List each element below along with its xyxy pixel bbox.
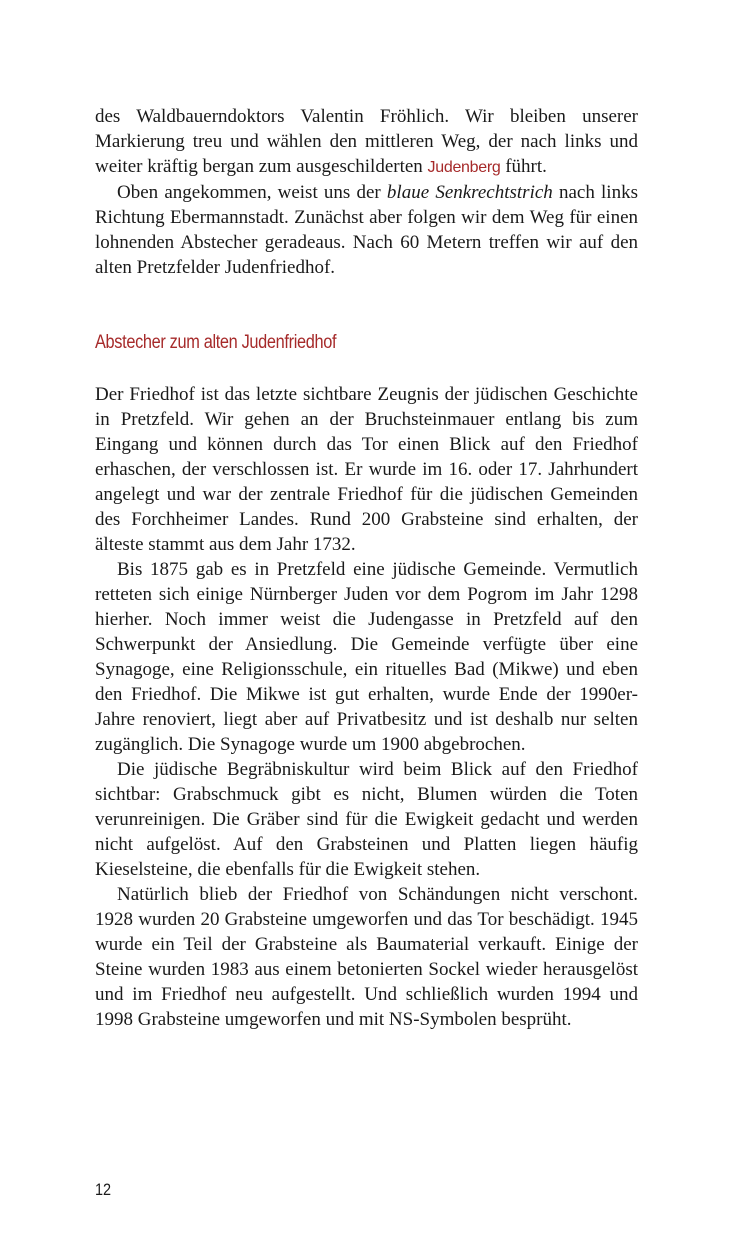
text-run: des Waldbauerndoktors Valentin Fröhlich. Wir bleiben unserer Markierung treu und wählen den mittleren Weg, der nach links und weiter kräftig bergan zum ausgeschilderten [95, 106, 638, 177]
paragraph-intro-1 [95, 104, 638, 180]
spacer [95, 354, 638, 382]
paragraph-intro-2 [95, 180, 638, 280]
paragraph-section-3: Die jüdische Begräbniskultur wird beim Blick auf den Friedhof sichtbar: Grabschmuck gibt es nicht, Blumen würden die Toten verunreinigen. Die Gräber sind für die Ewigkeit gedacht und werden nicht aufgelöst. Auf den Grabsteinen und Platten liegen häufig Kieselsteine, die ebenfalls für die Ewigkeit stehen. [95, 759, 638, 880]
section-heading: Abstecher zum alten Judenfriedhof [95, 332, 337, 353]
text-run: führt. [500, 156, 547, 177]
page-number: 12 [95, 1180, 112, 1199]
paragraph-section-1: Der Friedhof ist das letzte sichtbare Zeugnis der jüdischen Geschichte in Pretzfeld. Wir gehen an der Bruchsteinmauer entlang bis zum Eingang und können durch das Tor einen Blick auf den Friedhof erhaschen, der verschlossen ist. Er wurde im 16. oder 17. Jahrhundert angelegt und war der zentrale Friedhof für die jüdischen Gemeinden des Forchheimer Landes. Rund 200 Grabsteine sind erhalten, der älteste stammt aus dem Jahr 1732. [95, 384, 638, 555]
paragraph-section-2: Bis 1875 gab es in Pretzfeld eine jüdische Gemeinde. Vermutlich retteten sich einige Nürnberger Juden vor dem Pogrom im Jahr 1298 hierher. Noch immer weist die Judengasse in Pretzfeld auf den Schwerpunkt der Ansiedlung. Die Gemeinde verfügte über eine Synagoge, eine Religionsschule, ein rituelles Bad (Mikwe) und eben den Friedhof. Die Mikwe ist gut erhalten, wurde Ende der 1990er-Jahre renoviert, liegt aber auf Privatbesitz und ist deshalb nur selten zugänglich. Die Synagoge wurde um 1900 abgebrochen. [95, 559, 638, 755]
page-body [95, 104, 638, 1032]
spacer [95, 280, 638, 332]
text-run: nach links Richtung Ebermannstadt. Zunächst aber folgen wir dem Weg für einen lohnenden Abstecher geradeaus. Nach 60 Metern treffen wir auf den alten Pretzfelder Judenfriedhof. [95, 182, 638, 278]
place-name-judenberg: Judenberg [427, 159, 501, 176]
trail-marker-name: blaue Senkrechtstrich [386, 182, 553, 203]
paragraph-section-4: Natürlich blieb der Friedhof von Schändungen nicht verschont. 1928 wurden 20 Grabsteine umgeworfen und das Tor beschädigt. 1945 wurde ein Teil der Grabsteine als Baumaterial verkauft. Einige der Steine wurden 1983 aus einem betonierten Sockel wieder herausgelöst und im Friedhof neu aufgestellt. Und schließlich wurden 1994 und 1998 Grabsteine umgeworfen und mit NS-Symbolen besprüht. [95, 884, 638, 1030]
text-run: Oben angekommen, weist uns der [117, 182, 387, 203]
